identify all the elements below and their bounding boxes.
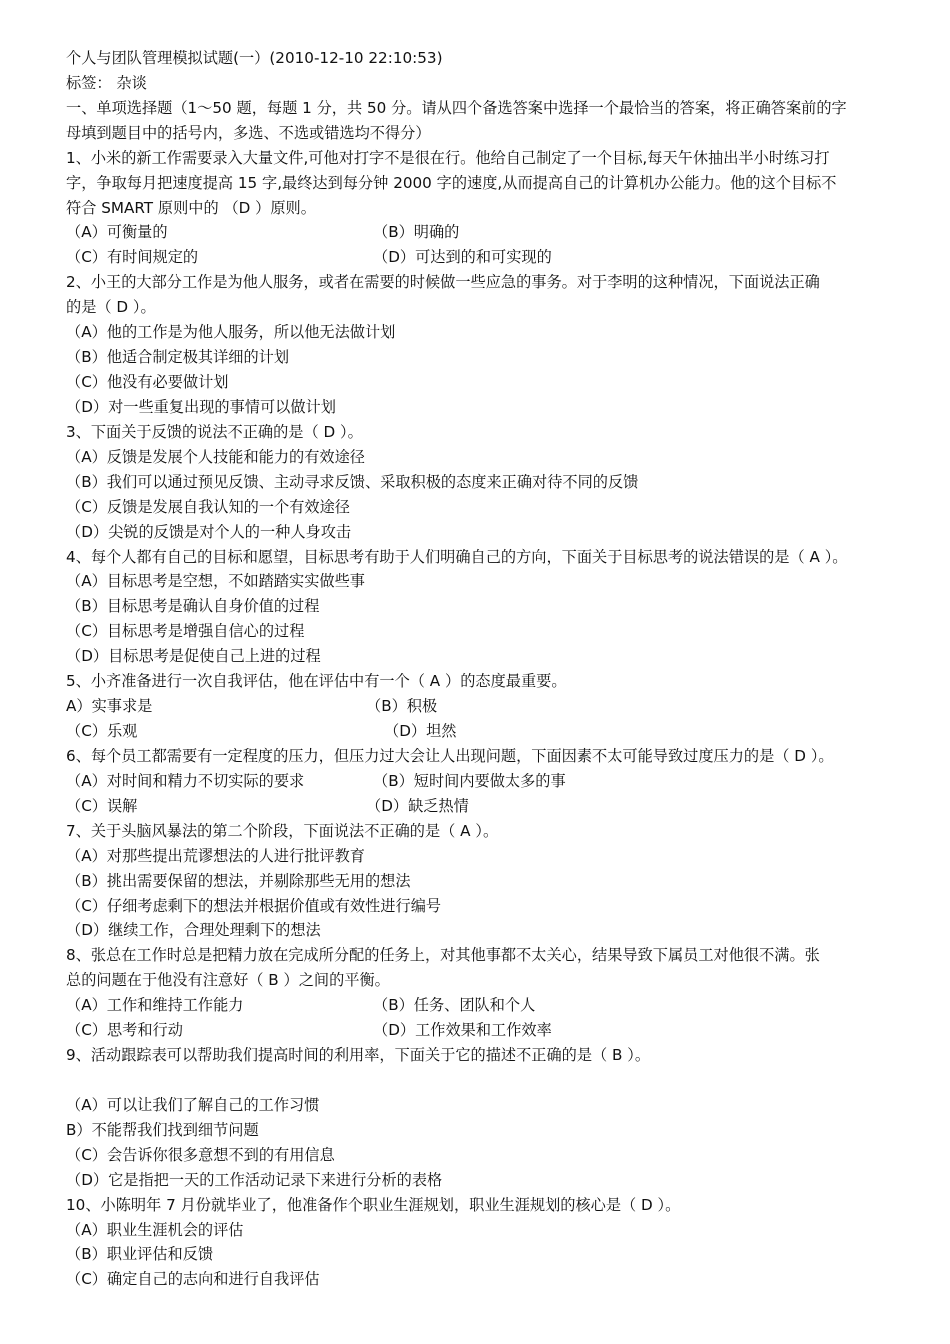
question-2-option-d: （D）对一些重复出现的事情可以做计划 [66,398,336,416]
question-4-option-d: （D）目标思考是促使自己上进的过程 [66,647,321,665]
question-9-option-d: （D）它是指把一天的工作活动记录下来进行分析的表格 [66,1171,443,1189]
question-3-option-d: （D）尖锐的反馈是对个人的一种人身攻击 [66,523,352,541]
question-5-line-1: 5、小齐准备进行一次自我评估，他在评估中有一个（ A ）的态度最重要。 [66,672,567,690]
tag-line: 标签： 杂谈 [66,74,147,92]
question-1-option-b: （B）明确的 [373,223,460,241]
question-10-option-a: （A）职业生涯机会的评估 [66,1221,244,1239]
question-1-option-c: （C）有时间规定的 [66,248,199,266]
question-6-option-c: （C）误解 [66,797,138,815]
question-6-line-1: 6、每个员工都需要有一定程度的压力，但压力过大会让人出现问题，下面因素不太可能导致过度压力的是（ D ）。 [66,747,834,765]
question-7-line-1: 7、关于头脑风暴法的第二个阶段，下面说法不正确的是（ A ）。 [66,822,499,840]
question-3-option-b: （B）我们可以通过预见反馈、主动寻求反馈、采取积极的态度来正确对待不同的反馈 [66,473,639,491]
question-6-option-a: （A）对时间和精力不切实际的要求 [66,772,305,790]
document-title: 个人与团队管理模拟试题(一）(2010-12-10 22:10:53) [66,49,443,67]
question-9-line-1: 9、活动跟踪表可以帮助我们提高时间的利用率，下面关于它的描述不正确的是（ B ）。 [66,1046,651,1064]
question-8-option-c: （C）思考和行动 [66,1021,183,1039]
question-9-option-c: （C）会告诉你很多意想不到的有用信息 [66,1146,335,1164]
question-10-line-1: 10、小陈明年 7 月份就毕业了，他准备作个职业生涯规划，职业生涯规划的核心是（ D ）。 [66,1196,681,1214]
instruction-line-2: 母填到题目中的括号内，多选、不选或错选均不得分） [66,124,431,142]
question-7-option-a: （A）对那些提出荒谬想法的人进行批评教育 [66,847,365,865]
question-8-line-1: 8、张总在工作时总是把精力放在完成所分配的任务上，对其他事都不太关心，结果导致下属员工对他很不满。张 [66,946,820,964]
question-3-line-1: 3、下面关于反馈的说法不正确的是（ D ）。 [66,423,363,441]
question-3-option-a: （A）反馈是发展个人技能和能力的有效途径 [66,448,365,466]
question-2-option-c: （C）他没有必要做计划 [66,373,229,391]
question-6-option-b: （B）短时间内要做太多的事 [373,772,566,790]
question-7-option-b: （B）挑出需要保留的想法，并剔除那些无用的想法 [66,872,411,890]
question-10-option-c: （C）确定自己的志向和进行自我评估 [66,1270,320,1288]
question-7-option-d: （D）继续工作，合理处理剩下的想法 [66,921,321,939]
question-2-option-b: （B）他适合制定极其详细的计划 [66,348,290,366]
question-1-line-2: 字，争取每月把速度提高 15 字,最终达到每分钟 2000 字的速度,从而提高自己的计算机办公能力。他的这个目标不 [66,174,837,192]
question-8-option-b: （B）任务、团队和个人 [373,996,536,1014]
question-5-option-a: A）实事求是 [66,697,153,715]
question-4-option-b: （B）目标思考是确认自身价值的过程 [66,597,320,615]
question-8-option-a: （A）工作和维持工作能力 [66,996,244,1014]
question-5-option-b: （B）积极 [366,697,438,715]
question-2-line-1: 2、小王的大部分工作是为他人服务，或者在需要的时候做一些应急的事务。对于李明的这种情况，下面说法正确 [66,273,820,291]
instruction-line-1: 一、单项选择题（1～50 题，每题 1 分，共 50 分。请从四个备选答案中选择一个最恰当的答案，将正确答案前的字 [66,99,847,117]
question-5-option-c: （C）乐观 [66,722,138,740]
question-1-line-3: 符合 SMART 原则中的 （D ）原则。 [66,199,316,217]
question-3-option-c: （C）反馈是发展自我认知的一个有效途径 [66,498,350,516]
question-2-line-2: 的是（ D ）。 [66,298,156,316]
question-5-option-d: （D）坦然 [384,722,457,740]
question-9-option-a: （A）可以让我们了解自己的工作习惯 [66,1096,320,1114]
question-9-option-b: B）不能帮我们找到细节问题 [66,1121,259,1139]
question-6-option-d: （D）缺乏热情 [366,797,469,815]
question-7-option-c: （C）仔细考虑剩下的想法并根据价值或有效性进行编号 [66,897,442,915]
question-8-line-2: 总的问题在于他没有注意好（ B ）之间的平衡。 [66,971,390,989]
question-2-option-a: （A）他的工作是为他人服务，所以他无法做计划 [66,323,396,341]
question-1-option-d: （D）可达到的和可实现的 [373,248,552,266]
question-4-line-1: 4、每个人都有自己的目标和愿望，目标思考有助于人们明确自己的方向，下面关于目标思考的说法错误的是（ A ）。 [66,548,848,566]
question-1-option-a: （A）可衡量的 [66,223,168,241]
question-10-option-b: （B）职业评估和反馈 [66,1245,214,1263]
question-8-option-d: （D）工作效果和工作效率 [373,1021,552,1039]
question-1-line-1: 1、小米的新工作需要录入大量文件,可他对打字不是很在行。他给自己制定了一个目标,每天午休抽出半小时练习打 [66,149,830,167]
question-4-option-a: （A）目标思考是空想，不如踏踏实实做些事 [66,572,365,590]
question-4-option-c: （C）目标思考是增强自信心的过程 [66,622,305,640]
